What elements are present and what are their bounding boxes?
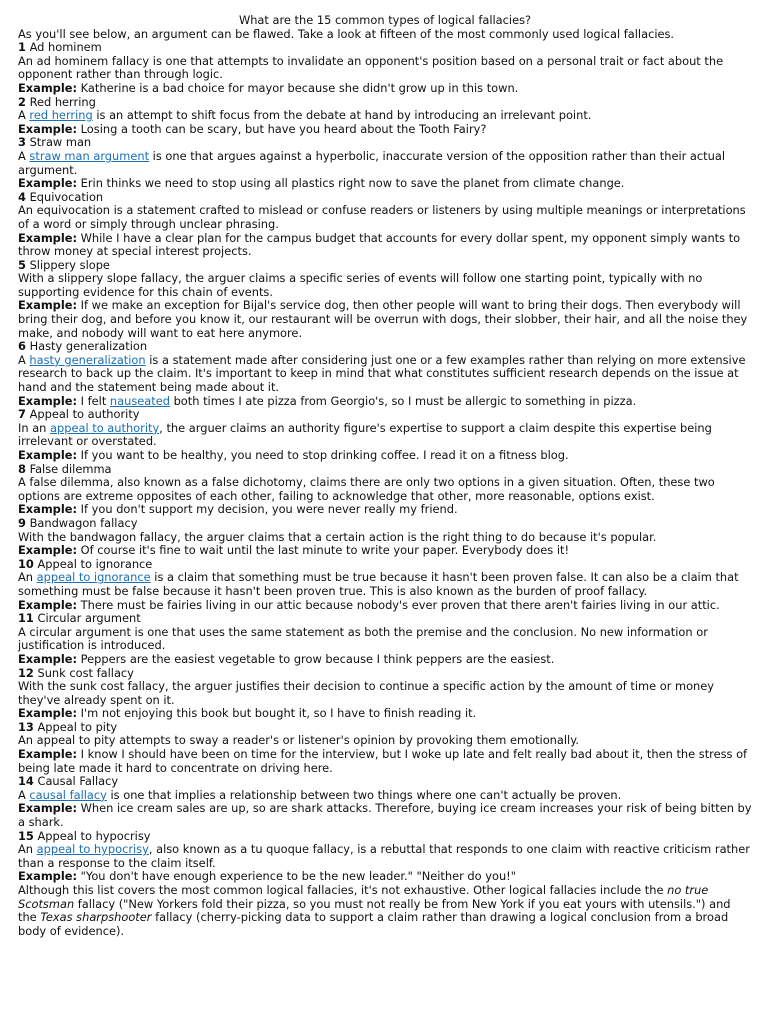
example-label: Example: bbox=[18, 597, 78, 612]
fallacy-item bbox=[18, 775, 752, 829]
example-text: I'm not enjoying this book but bought it, so I have to finish reading it. bbox=[80, 706, 477, 721]
example-text: When ice cream sales are up, so are shark attacks. Therefore, buying ice cream increases your risk of being bitten by a shark. bbox=[18, 801, 752, 830]
fallacy-name: Bandwagon fallacy bbox=[29, 515, 138, 530]
definition-text: is one that argues against a hyperbolic, inaccurate version of the opposition rather than their actual argument. bbox=[18, 148, 726, 177]
example-text: Erin thinks we need to stop using all plastics right now to save the planet from climate change. bbox=[80, 176, 625, 191]
example-text: While I have a clear plan for the campus budget that accounts for every dollar spent, my opponent simply wants to throw money at special interest projects. bbox=[18, 230, 741, 259]
definition-link[interactable]: red herring bbox=[29, 108, 93, 123]
fallacy-example bbox=[18, 707, 752, 721]
example-text: Of course it's fine to wait until the last minute to write your paper. Everybody does it! bbox=[80, 543, 570, 558]
fallacy-definition bbox=[18, 789, 752, 803]
example-label: Example: bbox=[18, 801, 78, 816]
example-label: Example: bbox=[18, 651, 78, 666]
fallacy-definition bbox=[18, 354, 752, 395]
fallacy-definition bbox=[18, 734, 752, 748]
fallacy-number: 2 bbox=[18, 94, 26, 109]
definition-text: is a claim that something must be true because it hasn't been proven false. It can also be a claim that something must be false because it hasn't been proven true. This is also known as the burden of proof fallacy. bbox=[18, 570, 739, 598]
fallacy-heading bbox=[18, 259, 752, 273]
fallacy-example bbox=[18, 599, 752, 613]
fallacy-example bbox=[18, 232, 752, 259]
fallacy-example bbox=[18, 802, 752, 829]
example-label: Example: bbox=[18, 706, 78, 721]
fallacy-item bbox=[18, 96, 752, 137]
fallacy-item bbox=[18, 667, 752, 721]
example-text: I felt bbox=[80, 393, 110, 408]
definition-text: In an bbox=[18, 420, 51, 435]
fallacy-definition bbox=[18, 843, 752, 870]
fallacy-example bbox=[18, 177, 752, 191]
fallacy-example bbox=[18, 653, 752, 667]
fallacy-name: Hasty generalization bbox=[29, 339, 148, 354]
fallacy-number: 7 bbox=[18, 407, 26, 422]
fallacy-definition bbox=[18, 150, 752, 177]
fallacy-heading bbox=[18, 721, 752, 735]
fallacy-example bbox=[18, 299, 752, 340]
fallacy-name: Straw man bbox=[29, 135, 92, 150]
definition-text: An bbox=[18, 570, 37, 585]
definition-text: A bbox=[18, 352, 30, 367]
definition-text: A false dilemma, also known as a false dichotomy, claims there are only two options in a given situation. Often, these two options are extreme opposites of each other, failing to acknowledge that other, more reasonable, options exist. bbox=[18, 475, 715, 503]
example-label: Example: bbox=[18, 543, 78, 558]
fallacy-name: Appeal to authority bbox=[29, 407, 140, 422]
fallacy-heading bbox=[18, 775, 752, 789]
fallacy-number: 15 bbox=[18, 828, 34, 843]
fallacy-name: Causal Fallacy bbox=[37, 774, 119, 789]
definition-text: is a statement made after considering just one or a few examples rather than relying on more extensive research to back up the claim. It's important to keep in mind that what constitutes sufficient research depends on the issue at hand and the statement being made about it. bbox=[18, 352, 746, 395]
fallacy-heading bbox=[18, 667, 752, 681]
fallacy-heading bbox=[18, 612, 752, 626]
definition-link[interactable]: appeal to ignorance bbox=[36, 570, 151, 585]
definition-text: , the arguer claims an authority figure's expertise to support a claim despite this expertise being irrelevant or overstated. bbox=[18, 420, 712, 449]
fallacy-example bbox=[18, 395, 752, 409]
fallacy-name: Slippery slope bbox=[29, 257, 110, 272]
example-label: Example: bbox=[18, 869, 78, 884]
definition-text: A circular argument is one that uses the same statement as both the premise and the conclusion. No new information or justification is introduced. bbox=[18, 624, 708, 653]
definition-link[interactable]: straw man argument bbox=[29, 148, 150, 163]
fallacy-item bbox=[18, 340, 752, 408]
example-label: Example: bbox=[18, 230, 78, 245]
document bbox=[18, 14, 752, 938]
fallacy-name: Appeal to ignorance bbox=[37, 556, 153, 571]
fallacy-heading bbox=[18, 96, 752, 110]
example-label: Example: bbox=[18, 176, 78, 191]
closing-text: fallacy ("New Yorkers fold their pizza, so you must not really be from New York if you eat yours with utensils.") and the bbox=[18, 896, 731, 925]
fallacy-name: Appeal to pity bbox=[37, 719, 118, 734]
fallacy-number: 3 bbox=[18, 135, 26, 150]
example-label: Example: bbox=[18, 502, 78, 517]
fallacy-definition bbox=[18, 680, 752, 707]
definition-text: is one that implies a relationship between two things where one can't actually be proven. bbox=[106, 787, 622, 802]
definition-text: A bbox=[18, 787, 30, 802]
closing-paragraph bbox=[18, 884, 752, 938]
fallacy-item bbox=[18, 612, 752, 666]
fallacy-heading bbox=[18, 463, 752, 477]
fallacy-heading bbox=[18, 830, 752, 844]
fallacy-name: Circular argument bbox=[37, 611, 141, 626]
definition-text: An equivocation is a statement crafted to mislead or confuse readers or listeners by using multiple meanings or interpretations of a word or simply through unclear phrasing. bbox=[18, 203, 746, 231]
definition-text: is an attempt to shift focus from the debate at hand by introducing an irrelevant point. bbox=[92, 108, 592, 123]
definition-text: With the sunk cost fallacy, the arguer justifies their decision to continue a specific action by the amount of time or money they've already spent on it. bbox=[18, 679, 715, 707]
example-link[interactable]: nauseated bbox=[109, 393, 170, 408]
fallacy-number: 8 bbox=[18, 461, 26, 476]
example-text: Katherine is a bad choice for mayor because she didn't grow up in this town. bbox=[80, 80, 519, 95]
example-text: both times I ate pizza from Georgio's, so I must be allergic to something in pizza. bbox=[169, 393, 637, 408]
fallacy-heading bbox=[18, 41, 752, 55]
fallacy-item bbox=[18, 259, 752, 341]
fallacy-heading bbox=[18, 558, 752, 572]
closing-text: fallacy (cherry-picking data to support a claim rather than drawing a logical conclusion from a broad body of evidence). bbox=[18, 910, 729, 938]
fallacy-number: 11 bbox=[18, 611, 34, 626]
fallacy-name: False dilemma bbox=[29, 461, 112, 476]
fallacy-name: Equivocation bbox=[29, 189, 104, 204]
fallacy-definition bbox=[18, 476, 752, 503]
fallacy-number: 9 bbox=[18, 515, 26, 530]
definition-text: A bbox=[18, 148, 30, 163]
fallacy-item bbox=[18, 136, 752, 190]
fallacy-number: 6 bbox=[18, 339, 26, 354]
example-label: Example: bbox=[18, 448, 78, 462]
fallacy-definition bbox=[18, 55, 752, 82]
example-text: I know I should have been on time for the interview, but I woke up late and felt really bad about it, then the stress of being late made it hard to concentrate on driving here. bbox=[18, 747, 748, 775]
definition-text: With a slippery slope fallacy, the arguer claims a specific series of events will follow one starting point, typically with no supporting evidence for this chain of events. bbox=[18, 271, 703, 299]
fallacy-name: Appeal to hypocrisy bbox=[37, 828, 151, 843]
fallacy-example bbox=[18, 544, 752, 558]
example-text: There must be fairies living in our attic because nobody's ever proven that there aren't fairies living in our attic. bbox=[80, 597, 720, 612]
fallacy-heading bbox=[18, 136, 752, 150]
fallacy-name: Ad hominem bbox=[29, 40, 102, 55]
fallacy-item bbox=[18, 463, 752, 517]
fallacy-item bbox=[18, 41, 752, 95]
fallacy-definition bbox=[18, 204, 752, 231]
fallacy-heading bbox=[18, 517, 752, 531]
fallacy-number: 1 bbox=[18, 40, 26, 55]
fallacy-example bbox=[18, 870, 752, 884]
fallacy-item bbox=[18, 191, 752, 259]
fallacy-definition bbox=[18, 626, 752, 653]
definition-text: An bbox=[18, 842, 37, 857]
example-text: Losing a tooth can be scary, but have you heard about the Tooth Fairy? bbox=[80, 121, 487, 136]
fallacy-name: Sunk cost fallacy bbox=[37, 665, 134, 680]
example-label: Example: bbox=[18, 80, 78, 95]
page-title: What are the 15 common types of logical fallacies? bbox=[238, 13, 532, 27]
closing-term-sharpshooter: Texas sharpshooter bbox=[40, 910, 152, 925]
definition-link[interactable]: hasty generalization bbox=[29, 352, 146, 367]
fallacy-number: 5 bbox=[18, 257, 26, 272]
fallacy-example bbox=[18, 449, 752, 463]
example-text: If you want to be healthy, you need to stop drinking coffee. I read it on a fitness blog. bbox=[80, 448, 569, 462]
fallacy-number: 12 bbox=[18, 665, 34, 680]
fallacy-item bbox=[18, 830, 752, 884]
closing-text: Although this list covers the most common logical fallacies, it's not exhaustive. Other logical fallacies include the bbox=[18, 883, 668, 897]
fallacy-example bbox=[18, 82, 752, 96]
fallacy-number: 14 bbox=[18, 774, 34, 789]
definition-text: With the bandwagon fallacy, the arguer claims that a certain action is the right thing to do because it's popular. bbox=[18, 529, 657, 544]
example-text: If you don't support my decision, you were never really my friend. bbox=[80, 502, 458, 517]
fallacy-heading bbox=[18, 340, 752, 354]
example-label: Example: bbox=[18, 121, 78, 136]
fallacy-item bbox=[18, 517, 752, 558]
example-label: Example: bbox=[18, 393, 78, 408]
fallacy-heading bbox=[18, 191, 752, 205]
example-label: Example: bbox=[18, 747, 78, 762]
fallacy-example bbox=[18, 123, 752, 137]
fallacy-number: 4 bbox=[18, 189, 26, 204]
fallacy-heading bbox=[18, 408, 752, 422]
fallacy-item bbox=[18, 558, 752, 612]
fallacy-list bbox=[18, 41, 752, 884]
fallacy-definition bbox=[18, 272, 752, 299]
fallacy-definition bbox=[18, 109, 752, 123]
example-label: Example: bbox=[18, 298, 78, 313]
definition-text: A bbox=[18, 108, 30, 123]
fallacy-definition bbox=[18, 531, 752, 545]
definition-text: An ad hominem fallacy is one that attempts to invalidate an opponent's position based on a personal trait or fact about the opponent rather than through logic. bbox=[18, 53, 724, 82]
fallacy-name: Red herring bbox=[29, 94, 96, 109]
fallacy-definition bbox=[18, 422, 752, 449]
definition-text: , also known as a tu quoque fallacy, is a rebuttal that responds to one claim with reactive criticism rather than a response to the claim itself. bbox=[18, 842, 750, 870]
fallacy-item bbox=[18, 721, 752, 775]
fallacy-definition bbox=[18, 571, 752, 598]
fallacy-number: 10 bbox=[18, 556, 34, 571]
fallacy-example bbox=[18, 748, 752, 775]
definition-link[interactable]: appeal to authority bbox=[50, 420, 160, 435]
example-text: Peppers are the easiest vegetable to grow because I think peppers are the easiest. bbox=[80, 651, 555, 666]
intro-paragraph: As you'll see below, an argument can be flawed. Take a look at fifteen of the most commonly used logical fallacies. bbox=[18, 26, 675, 41]
example-text: "You don't have enough experience to be the new leader." "Neither do you!" bbox=[80, 869, 516, 884]
definition-link[interactable]: appeal to hypocrisy bbox=[36, 842, 149, 857]
fallacy-number: 13 bbox=[18, 719, 34, 734]
definition-link[interactable]: causal fallacy bbox=[29, 787, 107, 802]
definition-text: An appeal to pity attempts to sway a reader's or listener's opinion by provoking them emotionally. bbox=[18, 733, 579, 748]
fallacy-example bbox=[18, 503, 752, 517]
closing-term-scotsman: no true Scotsman bbox=[18, 883, 709, 911]
fallacy-item bbox=[18, 408, 752, 462]
example-text: If we make an exception for Bijal's service dog, then other people will want to bring their dogs. Then everybody will bring their dog, and before you know it, our restaurant will be overrun with dogs, their slobber, their hair, and all the noise they make, and nobody will want to eat here anymore. bbox=[18, 298, 748, 340]
